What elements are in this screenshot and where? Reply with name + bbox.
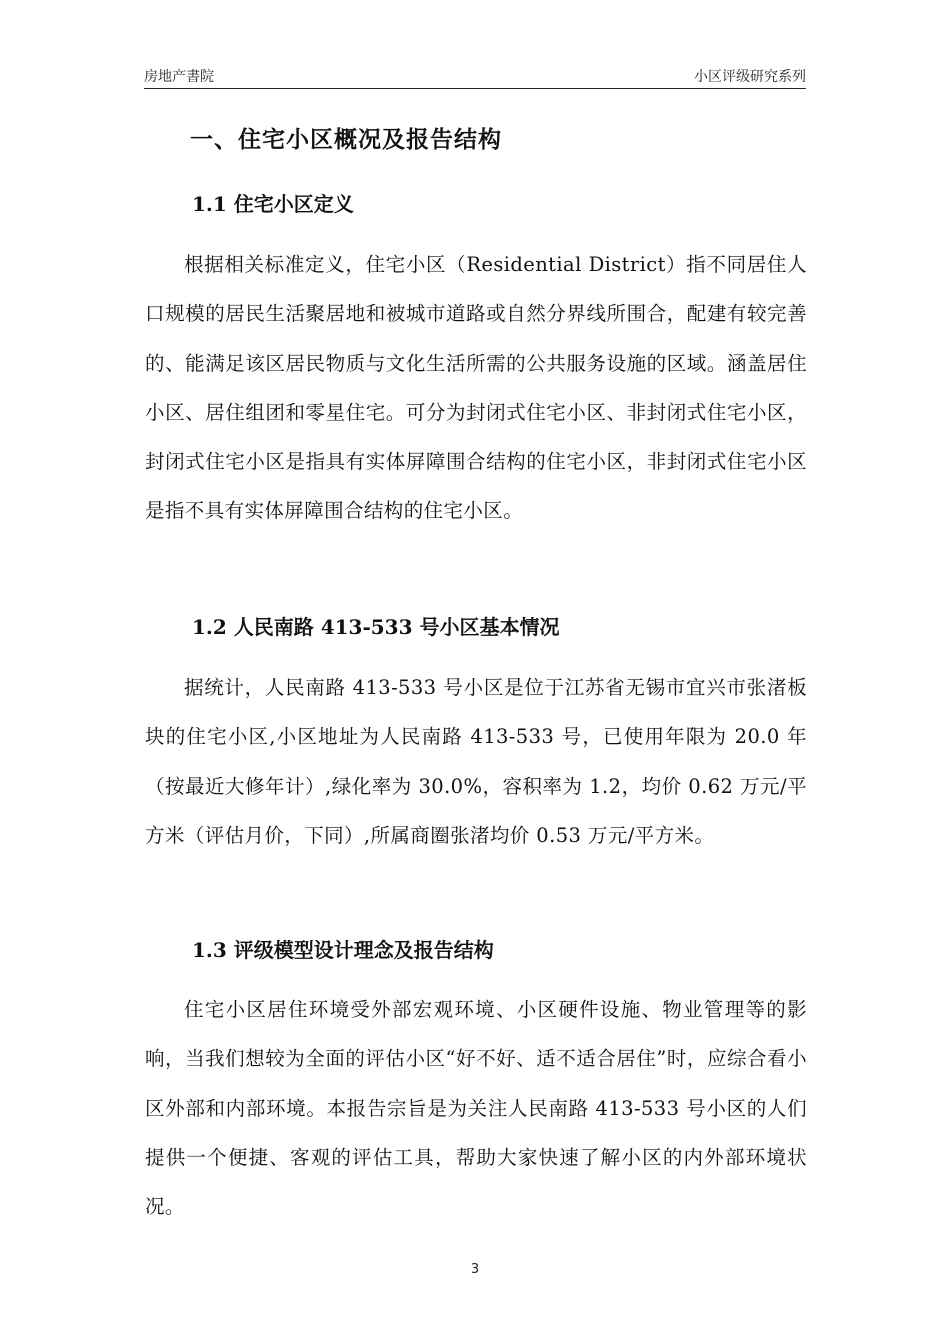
page-number: 3 bbox=[470, 1262, 480, 1277]
header-right-text: 小区评级研究系列 bbox=[694, 69, 806, 85]
page-header bbox=[144, 66, 806, 88]
section-heading-1-1: 1.1 住宅小区定义 bbox=[192, 192, 354, 216]
header-left-text: 房地产書院 bbox=[144, 69, 214, 85]
chapter-title: 一、住宅小区概况及报告结构 bbox=[190, 126, 502, 153]
section-paragraph-1-2: 据统计，人民南路 413-533 号小区是位于江苏省无锡市宜兴市张渚板块的住宅小区,小区地址为人民南路 413-533 号，已使用年限为 20.0 年（按最近大修年计）,绿化率为 30.0%，容积率为 1.2，均价 0.62 万元/平方米（评估月价，下同）,所属商圈张渚均价 0.53 万元/平方米。 bbox=[145, 676, 807, 847]
section-paragraph-1-3: 住宅小区居住环境受外部宏观环境、小区硬件设施、物业管理等的影响，当我们想较为全面的评估小区“好不好、适不适合居住”时，应综合看小区外部和内部环境。本报告宗旨是为关注人民南路 413-533 号小区的人们提供一个便捷、客观的评估工具，帮助大家快速了解小区的内外部环境状况。 bbox=[145, 998, 807, 1219]
header-divider bbox=[144, 88, 806, 89]
section-paragraph-1-1: 根据相关标准定义，住宅小区（Residential District）指不同居住人口规模的居民生活聚居地和被城市道路或自然分界线所围合，配建有较完善的、能满足该区居民物质与文化生活所需的公共服务设施的区域。涵盖居住小区、居住组团和零星住宅。可分为封闭式住宅小区、非封闭式住宅小区，封闭式住宅小区是指具有实体屏障围合结构的住宅小区，非封闭式住宅小区是指不具有实体屏障围合结构的住宅小区。 bbox=[145, 253, 807, 523]
section-heading-1-2: 1.2 人民南路 413-533 号小区基本情况 bbox=[192, 615, 560, 639]
section-heading-1-3: 1.3 评级模型设计理念及报告结构 bbox=[192, 938, 494, 962]
